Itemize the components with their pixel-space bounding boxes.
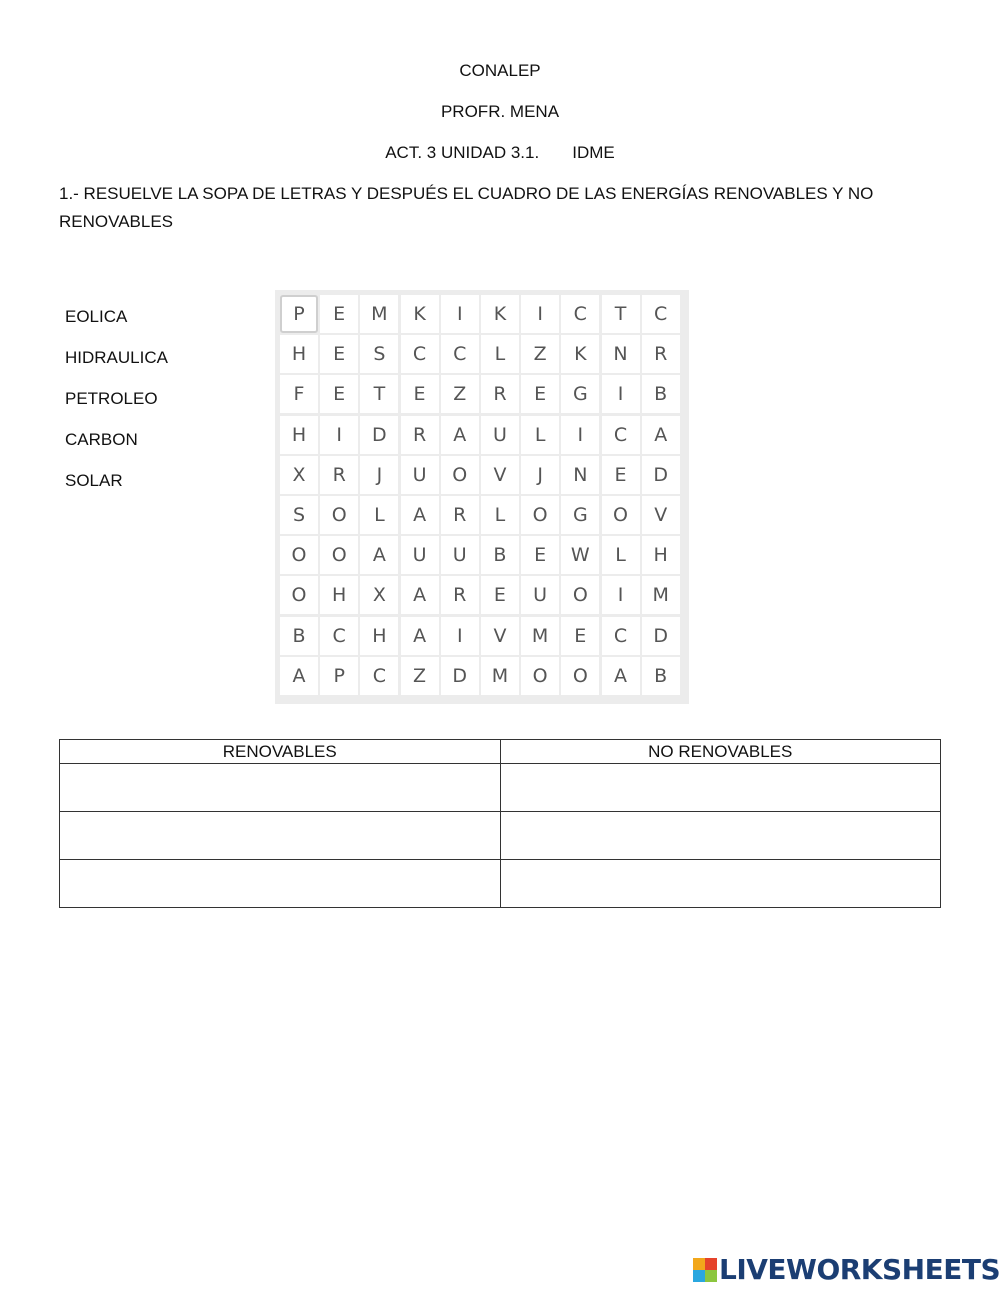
grid-cell[interactable]: R xyxy=(481,375,519,413)
logo-square xyxy=(693,1270,705,1282)
grid-cell[interactable]: R xyxy=(441,496,479,534)
grid-cell[interactable]: M xyxy=(642,576,680,614)
word-item: CARBON xyxy=(65,430,138,449)
grid-cell[interactable]: R xyxy=(401,416,439,454)
grid-cell[interactable]: H xyxy=(280,335,318,373)
header-no-renovables: NO RENOVABLES xyxy=(500,740,941,764)
logo-square xyxy=(705,1258,717,1270)
grid-cell[interactable]: C xyxy=(642,295,680,333)
grid-cell[interactable]: A xyxy=(360,536,398,574)
grid-cell[interactable]: D xyxy=(642,617,680,655)
grid-cell[interactable]: A xyxy=(441,416,479,454)
grid-cell[interactable]: J xyxy=(360,456,398,494)
grid-cell[interactable]: R xyxy=(441,576,479,614)
grid-cell[interactable]: P xyxy=(280,295,318,333)
grid-cell[interactable]: Z xyxy=(441,375,479,413)
grid-cell[interactable]: U xyxy=(481,416,519,454)
grid-cell[interactable]: E xyxy=(521,536,559,574)
grid-cell[interactable]: G xyxy=(561,375,599,413)
grid-cell[interactable]: E xyxy=(320,295,358,333)
answer-cell[interactable] xyxy=(500,812,941,860)
grid-cell[interactable]: H xyxy=(320,576,358,614)
logo-text: LIVEWORKSHEETS xyxy=(719,1253,1000,1286)
grid-cell[interactable]: L xyxy=(521,416,559,454)
grid-cell[interactable]: E xyxy=(521,375,559,413)
grid-cell[interactable]: O xyxy=(441,456,479,494)
answer-cell[interactable] xyxy=(60,764,501,812)
grid-cell[interactable]: X xyxy=(360,576,398,614)
grid-cell[interactable]: L xyxy=(481,496,519,534)
grid-cell[interactable]: L xyxy=(481,335,519,373)
grid-cell[interactable]: Z xyxy=(521,335,559,373)
logo-mark-icon xyxy=(693,1258,717,1282)
grid-cell[interactable]: C xyxy=(602,416,640,454)
grid-cell[interactable]: I xyxy=(441,295,479,333)
word-search-grid[interactable] xyxy=(275,290,689,704)
answer-cell[interactable] xyxy=(60,860,501,908)
grid-cell[interactable]: E xyxy=(320,375,358,413)
grid-cell[interactable]: M xyxy=(360,295,398,333)
grid-cell[interactable]: I xyxy=(320,416,358,454)
grid-cell[interactable]: A xyxy=(401,576,439,614)
logo-square xyxy=(693,1258,705,1270)
grid-cell[interactable]: I xyxy=(602,375,640,413)
word-list xyxy=(65,303,168,508)
energy-table xyxy=(59,739,941,908)
grid-cell[interactable]: D xyxy=(441,657,479,695)
word-item: SOLAR xyxy=(65,471,123,490)
grid-cell[interactable]: O xyxy=(280,576,318,614)
grid-cell[interactable]: O xyxy=(320,536,358,574)
header-renovables: RENOVABLES xyxy=(60,740,501,764)
answer-cell[interactable] xyxy=(60,812,501,860)
grid-cell[interactable]: V xyxy=(481,617,519,655)
grid-cell[interactable]: S xyxy=(280,496,318,534)
grid-cell[interactable]: F xyxy=(280,375,318,413)
answer-cell[interactable] xyxy=(500,764,941,812)
grid-cell[interactable]: O xyxy=(280,536,318,574)
grid-cell[interactable]: P xyxy=(320,657,358,695)
grid-cell[interactable]: O xyxy=(561,657,599,695)
grid-cell[interactable]: H xyxy=(360,617,398,655)
grid-cell[interactable]: C xyxy=(561,295,599,333)
grid-cell[interactable]: V xyxy=(481,456,519,494)
grid-cell[interactable]: O xyxy=(602,496,640,534)
grid-cell[interactable]: C xyxy=(360,657,398,695)
answer-cell[interactable] xyxy=(500,860,941,908)
grid-cell[interactable]: B xyxy=(280,617,318,655)
activity-title: ACT. 3 UNIDAD 3.1. IDME xyxy=(385,143,615,162)
grid-cell[interactable]: I xyxy=(561,416,599,454)
grid-cell[interactable]: E xyxy=(320,335,358,373)
instructions: 1.- RESUELVE LA SOPA DE LETRAS Y DESPUÉS EL CUADRO DE LAS ENERGÍAS RENOVABLES Y NO RENOVABLES xyxy=(59,184,874,231)
word-item: PETROLEO xyxy=(65,389,158,408)
grid-cell[interactable]: B xyxy=(481,536,519,574)
grid-cell[interactable]: L xyxy=(602,536,640,574)
word-item: HIDRAULICA xyxy=(65,348,168,367)
grid-cell[interactable]: V xyxy=(642,496,680,534)
grid-cell[interactable]: G xyxy=(561,496,599,534)
grid-cell[interactable]: N xyxy=(561,456,599,494)
grid-cell[interactable]: K xyxy=(401,295,439,333)
grid-cell[interactable]: O xyxy=(320,496,358,534)
grid-cell[interactable]: U xyxy=(401,536,439,574)
grid-cell[interactable]: C xyxy=(441,335,479,373)
grid-cell[interactable]: J xyxy=(521,456,559,494)
grid-cell[interactable]: R xyxy=(320,456,358,494)
grid-cell[interactable]: I xyxy=(602,576,640,614)
grid-cell[interactable]: T xyxy=(360,375,398,413)
liveworksheets-logo xyxy=(693,1253,1000,1286)
grid-cell[interactable]: D xyxy=(642,456,680,494)
grid-cell[interactable]: R xyxy=(642,335,680,373)
grid-cell[interactable]: B xyxy=(642,375,680,413)
grid-cell[interactable]: H xyxy=(280,416,318,454)
grid-cell[interactable]: E xyxy=(561,617,599,655)
grid-cell[interactable]: C xyxy=(320,617,358,655)
logo-square xyxy=(705,1270,717,1282)
grid-cell[interactable]: U xyxy=(401,456,439,494)
grid-cell[interactable]: A xyxy=(401,617,439,655)
grid-cell[interactable]: M xyxy=(521,617,559,655)
grid-cell[interactable]: X xyxy=(280,456,318,494)
grid-cell[interactable]: O xyxy=(521,496,559,534)
grid-cell[interactable]: L xyxy=(360,496,398,534)
grid-cell[interactable]: D xyxy=(360,416,398,454)
grid-cell[interactable]: S xyxy=(360,335,398,373)
grid-cell[interactable]: O xyxy=(561,576,599,614)
grid-cell[interactable]: A xyxy=(280,657,318,695)
grid-cell[interactable]: A xyxy=(642,416,680,454)
grid-cell[interactable]: A xyxy=(602,657,640,695)
grid-cell[interactable]: E xyxy=(401,375,439,413)
grid-cell[interactable]: C xyxy=(602,617,640,655)
grid-cell[interactable]: H xyxy=(642,536,680,574)
grid-cell[interactable]: O xyxy=(521,657,559,695)
grid-cell[interactable]: Z xyxy=(401,657,439,695)
grid-cell[interactable]: B xyxy=(642,657,680,695)
grid-cell[interactable]: M xyxy=(481,657,519,695)
grid-cell[interactable]: K xyxy=(561,335,599,373)
grid-cell[interactable]: N xyxy=(602,335,640,373)
grid-cell[interactable]: C xyxy=(401,335,439,373)
school-title: CONALEP xyxy=(459,61,541,80)
grid-cell[interactable]: U xyxy=(441,536,479,574)
grid-cell[interactable]: U xyxy=(521,576,559,614)
grid-cell[interactable]: W xyxy=(561,536,599,574)
grid-cell[interactable]: E xyxy=(481,576,519,614)
grid-cell[interactable]: E xyxy=(602,456,640,494)
grid-cell[interactable]: A xyxy=(401,496,439,534)
grid-cell[interactable]: T xyxy=(602,295,640,333)
grid-cell[interactable]: K xyxy=(481,295,519,333)
teacher-name: PROFR. MENA xyxy=(440,102,560,121)
grid-cell[interactable]: I xyxy=(521,295,559,333)
grid-cell[interactable]: I xyxy=(441,617,479,655)
word-item: EOLICA xyxy=(65,307,128,326)
